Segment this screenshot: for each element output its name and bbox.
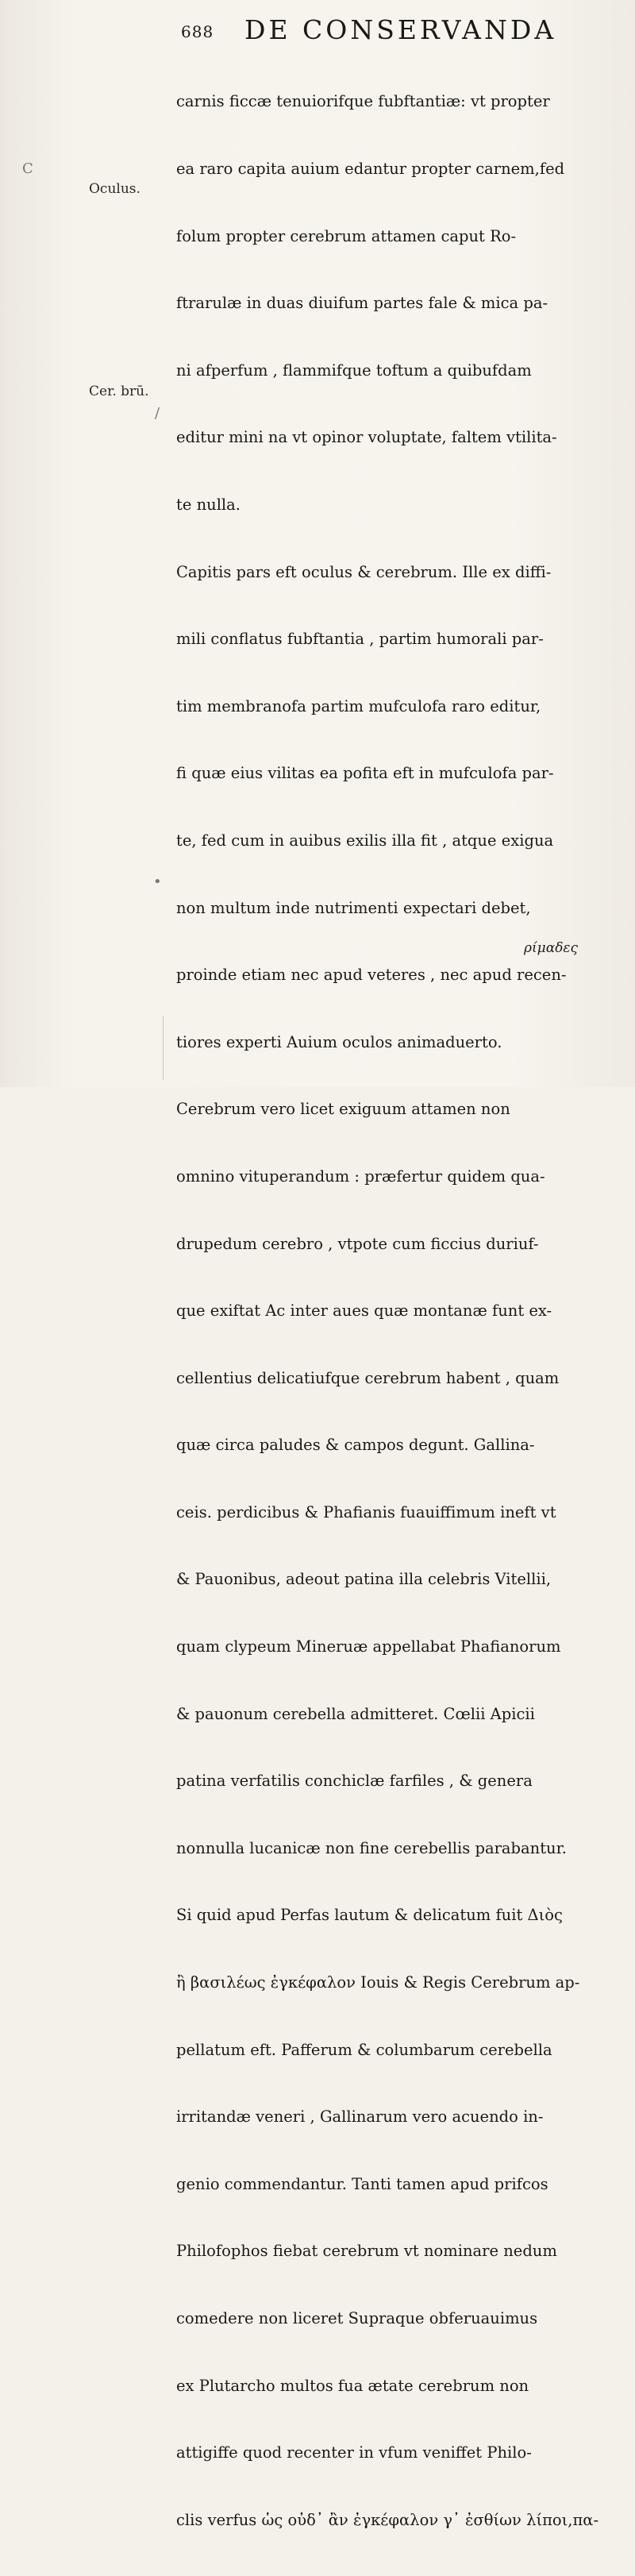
text-line: omnino vituperandum : præfertur quidem qua-: [176, 1167, 545, 1186]
text-line: nonnulla lucanicæ non fine cerebellis parabantur.: [176, 1838, 567, 1857]
text-line: ni afperfum , flammifque toftum a quibufdam: [176, 361, 532, 380]
catchword: ρίμαδες: [524, 940, 579, 956]
body-text: [176, 46, 605, 2576]
text-line: Cerebrum vero licet exiguum attamen non: [176, 1100, 510, 1119]
text-line: irritandæ veneri , Gallinarum vero acuendo in-: [176, 2107, 544, 2127]
text-line: clis verfus ὡς οὐδ᾽ ἂν ἐγκέφαλον γ᾽ ἐσθίων λίποι,πα-: [176, 2510, 599, 2529]
text-line: fi quæ eius vilitas ea pofita eft in mufculofa par-: [176, 764, 554, 783]
text-line: ex Plutarcho multos fua ætate cerebrum non: [176, 2376, 529, 2395]
margin-mark-slash: /: [155, 405, 160, 422]
text-line: mili conflatus fubftantia , partim humorali par-: [176, 630, 544, 649]
text-line: proinde etiam nec apud veteres , nec apud recen-: [176, 966, 567, 985]
margin-note-oculus: Oculus.: [89, 181, 140, 197]
paper-fold-line: [163, 1016, 164, 1080]
text-line: drupedum cerebro , vtpote cum ficcius duriuf-: [176, 1234, 539, 1253]
text-line: quam clypeum Mineruæ appellabat Phafianorum: [176, 1637, 561, 1656]
page-number: 688: [181, 22, 214, 41]
page-header: [181, 14, 594, 49]
margin-note-cerebrum: Cer. brū.: [89, 384, 149, 399]
text-line: Philofophos fiebat cerebrum vt nominare nedum: [176, 2242, 557, 2261]
text-line: carnis ficcæ tenuiorifque fubftantiæ: vt propter: [176, 92, 550, 111]
text-line: te, fed cum in auibus exilis illa fit , atque exigua: [176, 831, 554, 850]
text-line: editur mini na vt opinor voluptate, faltem vtilita-: [176, 428, 557, 447]
text-line: pellatum eft. Pafferum & columbarum cerebella: [176, 2040, 552, 2059]
text-line: cellentius delicatiufque cerebrum habent , quam: [176, 1368, 560, 1387]
text-line: genio commendantur. Tanti tamen apud prifcos: [176, 2174, 548, 2193]
text-line: te nulla.: [176, 495, 241, 514]
text-line: tim membranofa partim mufculofa raro editur,: [176, 696, 541, 715]
text-line: tiores experti Auium oculos animaduerto.: [176, 1032, 502, 1051]
running-head: DE CONSERVANDA: [244, 14, 557, 45]
text-line: folum propter cerebrum attamen caput Ro-: [176, 226, 517, 245]
text-line: & Pauonibus, adeout patina illa celebris Vitellii,: [176, 1570, 552, 1589]
text-line: ceis. perdicibus & Phafianis fuauiffimum ineft vt: [176, 1502, 556, 1521]
text-line: quæ circa paludes & campos degunt. Gallina-: [176, 1436, 535, 1455]
margin-mark-dot: •: [153, 873, 162, 890]
text-line: non multum inde nutrimenti expectari debet,: [176, 898, 531, 917]
margin-mark-c: C: [22, 160, 33, 177]
text-line: ftrarulæ in duas diuifum partes fale & mica pa-: [176, 294, 548, 313]
text-line: ἢ βασιλέως ἐγκέφαλον Iouis & Regis Cerebrum ap-: [176, 1973, 580, 1992]
text-line: attigiffe quod recenter in vfum veniffet Philo-: [176, 2443, 532, 2462]
text-line: Si quid apud Perfas lautum & delicatum fuit Διὸς: [176, 1906, 563, 1925]
text-line: Capitis pars eft oculus & cerebrum. Ille ex diffi-: [176, 562, 552, 581]
text-line: patina verfatilis conchiclæ farfiles , & genera: [176, 1772, 533, 1791]
text-line: comedere non liceret Supraque obferuauimus: [176, 2309, 538, 2327]
text-line: ea raro capita auium edantur propter carnem,fed: [176, 160, 565, 178]
text-line: que exiftat Ac inter aues quæ montanæ funt ex-: [176, 1301, 552, 1321]
text-line: & pauonum cerebella admitteret. Cœlii Apicii: [176, 1704, 535, 1723]
